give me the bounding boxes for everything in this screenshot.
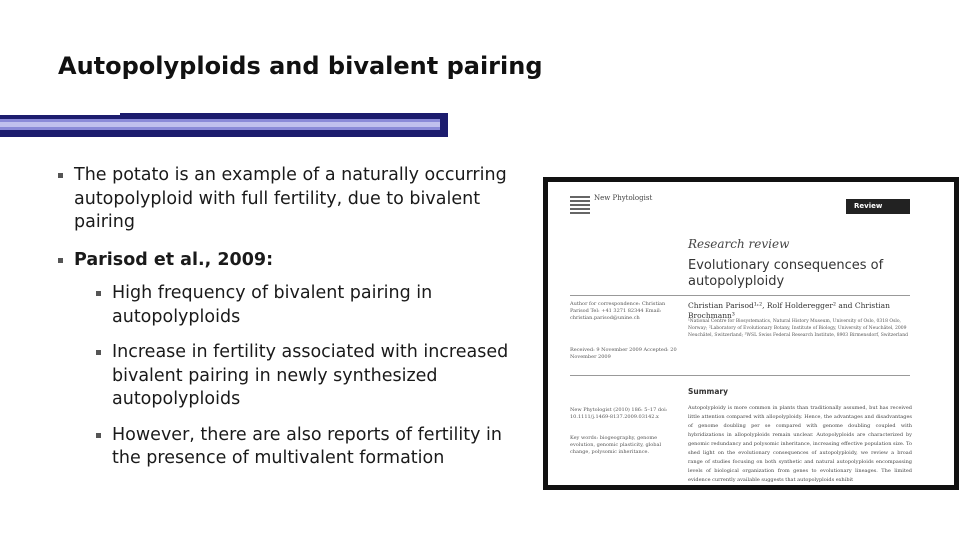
journal-name: New Phytologist (594, 194, 653, 202)
received-dates: Received: 9 November 2009 Accepted: 20 November 2009 (570, 347, 677, 360)
bullet-text: Increase in fertility associated with increased bivalent pairing in newly synthesized autopolyploids (112, 342, 509, 409)
sub-bullet-item (96, 282, 528, 329)
section-label: Research review (688, 237, 790, 251)
review-badge: Review (846, 199, 910, 214)
journal-logo-icon (570, 196, 590, 216)
paper-authors: Christian Parisod¹˒², Rolf Holderegger² and Christian Brochmann³ (688, 301, 890, 320)
paper-page (548, 182, 954, 485)
bullet-marker (58, 173, 63, 178)
paper-image-frame (543, 177, 959, 490)
slide-title: Autopolyploids and bivalent pairing (58, 52, 543, 80)
divider (570, 375, 910, 376)
bullet-text: Parisod et al., 2009: (74, 249, 274, 270)
bullet-item (58, 164, 528, 235)
bullet-text: The potato is an example of a naturally occurring autopolyploid with full fertility, due to bivalent pairing (74, 165, 507, 232)
paper-affiliations: ¹National Centre for Biosystematics, Natural History Museum, University of Oslo, 0318 Oslo, Norway; ²Laboratory of Evolutionary Botany, Institute of Biology, University of Neuchâtel, 2009 Neuchâtel, Switzerland; ³WSL Swiss Federal Research Institute, 8903 Birmensdorf, Switzerland (688, 319, 908, 338)
bullet-marker (96, 291, 101, 296)
bullet-text: High frequency of bivalent pairing in autopolyploids (112, 283, 433, 327)
bullet-item (58, 249, 528, 273)
summary-text: Autopolyploidy is more common in plants than traditionally assumed, but has received little attention compared with allopolyploidy. Hence, the advantages and disadvantages of genome doubling per se compared with genome doubling coupled with hybridizations in allopolyploids remain unclear. Autopolyploids are characterized by genomic redundancy and polysomic inheritance, increasing effective population size. To shed light on the evolutionary consequences of autopolyploidy, we review a broad range of studies focusing on both synthetic and natural autopolyploids encompassing levels of biological organization from genes to evolutionary lineages. The limited evidence currently available suggests that autopolyploids exhibit (688, 405, 912, 483)
paper-headline: Evolutionary consequences of autopolyploidy (688, 258, 884, 289)
sub-bullet-item (96, 424, 528, 471)
bullet-list (58, 164, 528, 483)
title-accent-bar (0, 113, 448, 137)
bullet-marker (96, 350, 101, 355)
sub-bullet-item (96, 341, 528, 412)
bullet-marker (58, 258, 63, 263)
bullet-text: However, there are also reports of fertility in the presence of multivalent formation (112, 424, 502, 468)
bullet-marker (96, 433, 101, 438)
correspondence-note: Author for correspondence: Christian Parisod Tel: +41 3271 82344 Email: christian.parisod@unine.ch (570, 301, 666, 321)
citation: New Phytologist (2010) 186: 5–17 doi: 10.1111/j.1469-8137.2009.03142.x (570, 407, 668, 420)
keywords: Key words: biogeography, genome evolution, genomic plasticity, global change, polysomic inheritance. (570, 435, 662, 455)
divider (570, 295, 910, 296)
summary-heading: Summary (688, 387, 729, 396)
